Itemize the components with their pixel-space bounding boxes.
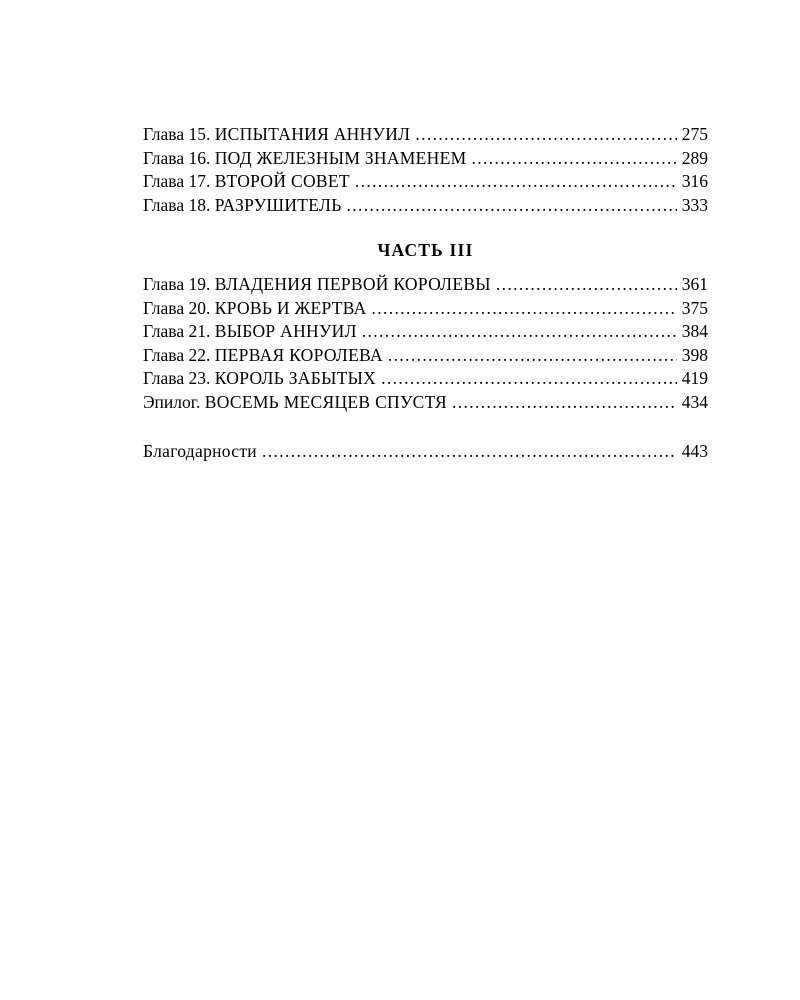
dot-leader (347, 194, 677, 218)
chapter-title: ИСПЫТАНИЯ АННУИЛ (214, 124, 411, 144)
chapter-label: Глава 17. (143, 171, 211, 191)
dot-leader (452, 391, 677, 415)
chapter-label: Эпилог. (143, 391, 201, 412)
page-number: 333 (681, 194, 708, 215)
dot-leader (372, 297, 677, 321)
chapter-label: Глава 22. (143, 344, 211, 365)
page-number: 361 (681, 274, 708, 294)
chapter-label: Глава 20. (143, 297, 211, 318)
dot-leader (388, 344, 677, 368)
dot-leader (381, 367, 677, 391)
toc-entry[interactable] (143, 344, 708, 368)
chapter-label: Глава 16. (143, 147, 211, 168)
dot-leader (355, 170, 677, 194)
chapter-title: ВОСЕМЬ МЕСЯЦЕВ СПУСТЯ (204, 391, 447, 412)
dot-leader (362, 320, 677, 344)
chapter-title: КРОВЬ И ЖЕРТВА (214, 297, 367, 318)
chapter-title: КОРОЛЬ ЗАБЫТЫХ (214, 368, 377, 388)
chapter-title: ПОД ЖЕЛЕЗНЫМ ЗНАМЕНЕМ (214, 147, 467, 168)
toc-section-back-matter (143, 440, 708, 464)
toc-entry[interactable] (143, 320, 708, 344)
page-number: 384 (681, 321, 708, 341)
toc-section-part-two-end (143, 123, 708, 217)
toc-entry[interactable] (143, 440, 708, 464)
toc-entry[interactable] (143, 123, 708, 147)
chapter-title: ВЛАДЕНИЯ ПЕРВОЙ КОРОЛЕВЫ (214, 274, 491, 294)
chapter-label: Глава 21. (143, 321, 211, 341)
page-number: 275 (681, 124, 708, 144)
dot-leader (415, 123, 676, 147)
toc-section-part-three (143, 273, 708, 414)
dot-leader (496, 273, 677, 297)
toc-entry[interactable] (143, 273, 708, 297)
chapter-title: ВЫБОР АННУИЛ (214, 321, 357, 341)
toc-entry[interactable] (143, 297, 708, 321)
chapter-title: ВТОРОЙ СОВЕТ (214, 171, 350, 191)
page-number: 443 (681, 441, 708, 461)
chapter-label: Глава 19. (143, 274, 211, 294)
toc-entry[interactable] (143, 147, 708, 171)
toc-entry[interactable] (143, 194, 708, 218)
page-number: 375 (681, 297, 708, 318)
page-number: 289 (681, 147, 708, 168)
toc-entry[interactable] (143, 367, 708, 391)
chapter-label: Глава 23. (143, 368, 211, 388)
toc-entry[interactable] (143, 170, 708, 194)
part-heading: ЧАСТЬ III (377, 240, 474, 260)
page-number: 316 (681, 171, 708, 191)
toc-entry[interactable] (143, 391, 708, 415)
page-number: 419 (681, 368, 708, 388)
chapter-title: РАЗРУШИТЕЛЬ (214, 194, 342, 215)
dot-leader (471, 147, 676, 171)
page-number: 398 (681, 344, 708, 365)
entry-title: Благодарности (143, 441, 257, 461)
chapter-label: Глава 15. (143, 124, 211, 144)
dot-leader (262, 440, 677, 464)
chapter-label: Глава 18. (143, 194, 211, 215)
page-number: 434 (681, 391, 708, 412)
chapter-title: ПЕРВАЯ КОРОЛЕВА (214, 344, 383, 365)
